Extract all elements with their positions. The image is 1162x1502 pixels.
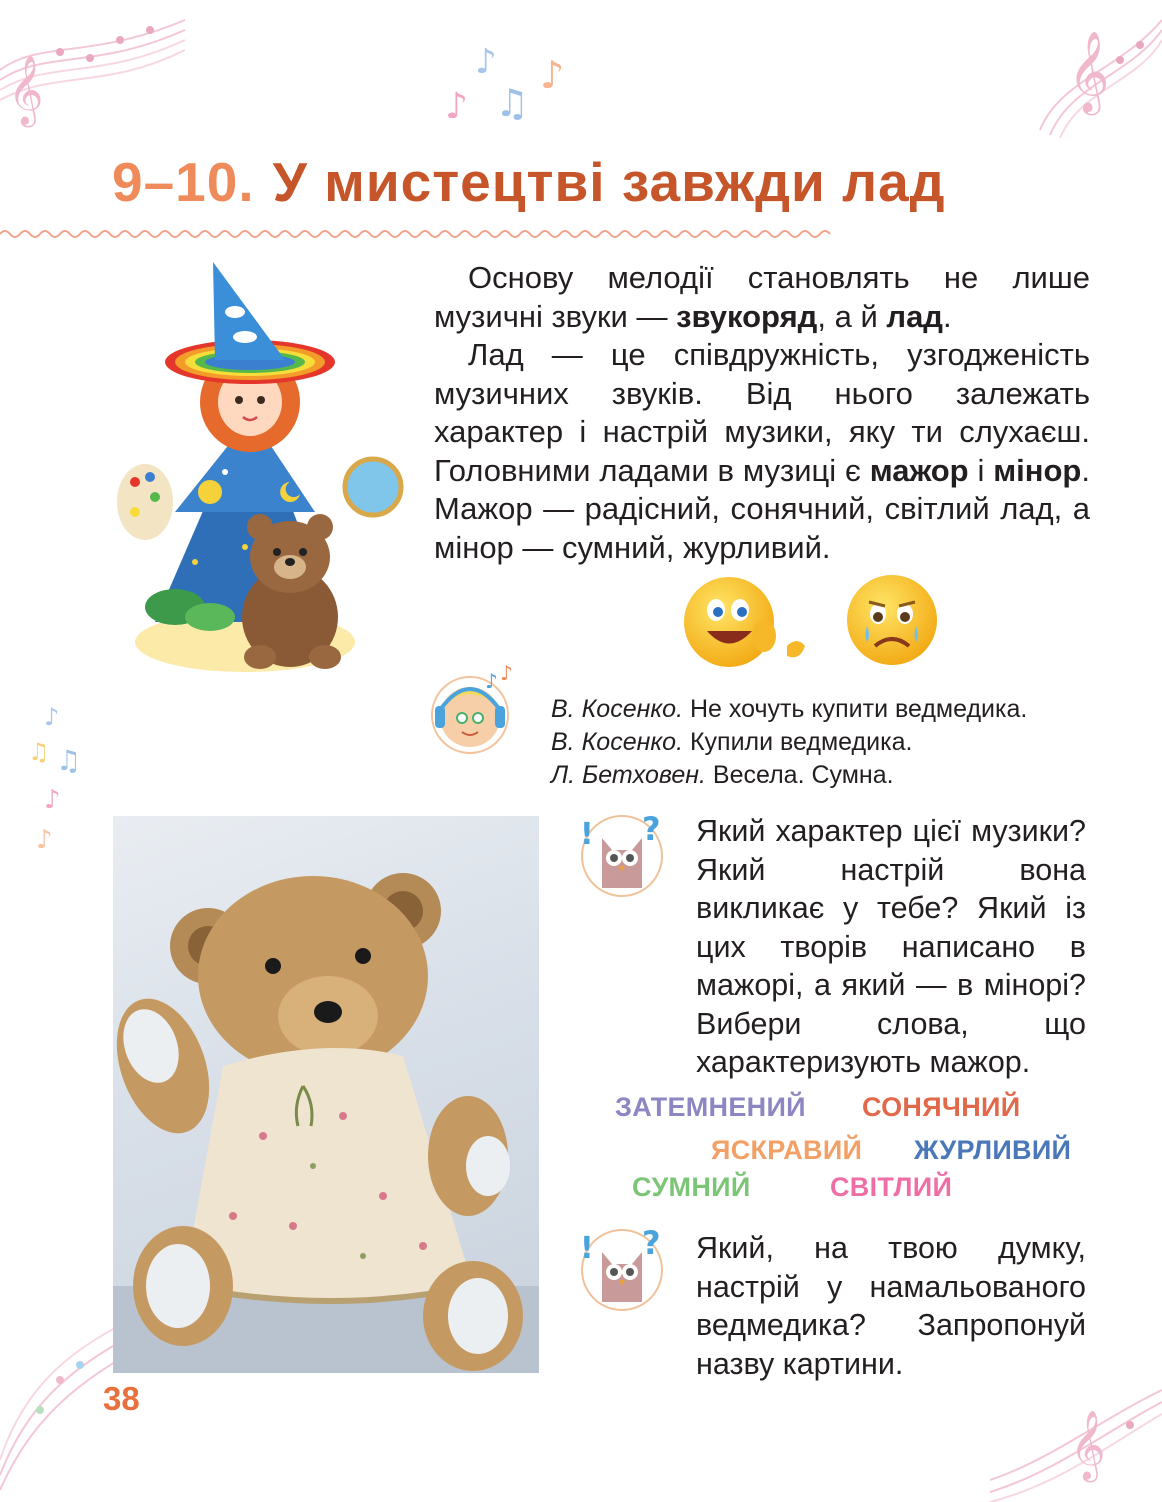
- word-sunny: СОНЯЧНИЙ: [862, 1092, 1021, 1122]
- svg-text:♪: ♪: [36, 825, 53, 855]
- teddy-bear-painting-art: [113, 816, 539, 1373]
- composer: В. Косенко.: [551, 695, 684, 723]
- svg-text:♫: ♫: [56, 744, 82, 777]
- music-swirl-bottom-right: [990, 1380, 1162, 1502]
- svg-text:!: !: [580, 1231, 594, 1266]
- work-title: Весела. Сумна.: [705, 761, 894, 789]
- music-notes-left-icon: [24, 700, 94, 860]
- svg-text:♪: ♪: [540, 53, 565, 97]
- word-bright: ЯСКРАВИЙ: [711, 1135, 863, 1165]
- happy-emoji-icon: [682, 576, 817, 668]
- composer: В. Косенко.: [551, 728, 684, 756]
- word-mournful: ЖУРЛИВИЙ: [914, 1135, 1072, 1165]
- term-major: мажор: [869, 452, 969, 488]
- list-item: [551, 693, 1027, 726]
- svg-text:?: ?: [642, 1224, 661, 1262]
- word-darkened: ЗАТЕМНЕНИЙ: [615, 1092, 806, 1122]
- lesson-title: У мистецтві завжди лад: [272, 151, 946, 213]
- list-item: [551, 759, 1027, 792]
- question-2: Який, на твою думку, настрій у намальованого ведмедика? Запропонуй назву картини.: [696, 1231, 1086, 1381]
- term-scale: звукоряд: [676, 298, 818, 334]
- list-item: [551, 726, 1027, 759]
- work-title: Не хочуть купити ведмедика.: [683, 695, 1028, 723]
- owl-question-icon: [574, 1222, 668, 1314]
- music-notes-icon: [440, 38, 580, 133]
- svg-text:𝄞: 𝄞: [1068, 30, 1110, 112]
- svg-text:♪: ♪: [500, 661, 513, 685]
- svg-text:!: !: [580, 817, 594, 852]
- intro-text: [434, 259, 1090, 567]
- svg-text:?: ?: [642, 810, 661, 848]
- term-mode: лад: [886, 298, 943, 334]
- composer: Л. Бетховен.: [551, 761, 706, 789]
- svg-text:♪: ♪: [485, 669, 498, 693]
- svg-text:♫: ♫: [495, 81, 530, 125]
- svg-text:♫: ♫: [28, 738, 50, 766]
- listening-list: [551, 693, 1027, 792]
- svg-text:𝄞: 𝄞: [8, 55, 44, 125]
- page-title: [112, 150, 946, 214]
- word-light: СВІТЛИЙ: [830, 1172, 953, 1202]
- title-underline-wave: [0, 224, 835, 244]
- sad-emoji-icon: [845, 574, 939, 666]
- intro-paragraph-2: Лад — це співдружність, узгодженість музичних звуків. Від нього залежать характер і настрій музики, яку ти слухаєш. Головними ладами в музиці є мажор і мінор. Мажор — радісний, сонячний, світлий лад, а мінор — сумний, журливий.: [434, 337, 1090, 565]
- intro-paragraph-1: Основу мелодії становлять не лише музичні звуки — звукоряд, а й лад.: [434, 260, 1090, 334]
- lesson-number: 9–10.: [112, 151, 255, 213]
- svg-text:𝄞: 𝄞: [1070, 1410, 1106, 1480]
- listening-child-icon: [430, 660, 522, 755]
- word-sad: СУМНИЙ: [632, 1172, 751, 1202]
- svg-text:♪: ♪: [475, 42, 497, 82]
- page-number: 38: [103, 1380, 140, 1417]
- work-title: Купили ведмедика.: [683, 728, 913, 756]
- music-swirl-top-right: [1020, 0, 1162, 140]
- teddy-bear-painting: [113, 816, 539, 1373]
- wizard-girl-illustration: [115, 262, 405, 682]
- question-1: Який характер цієї музики? Який настрій вона викликає у тебе? Який із цих творів написано в мажорі, а який — в мінорі? Вибери слова, що характеризують мажор.: [696, 814, 1086, 1079]
- svg-text:♪: ♪: [44, 785, 61, 815]
- svg-text:♪: ♪: [445, 86, 468, 127]
- svg-text:♪: ♪: [44, 703, 60, 731]
- owl-question-icon: [574, 808, 668, 900]
- music-swirl-top-left: [0, 0, 190, 130]
- term-minor: мінор: [993, 452, 1082, 488]
